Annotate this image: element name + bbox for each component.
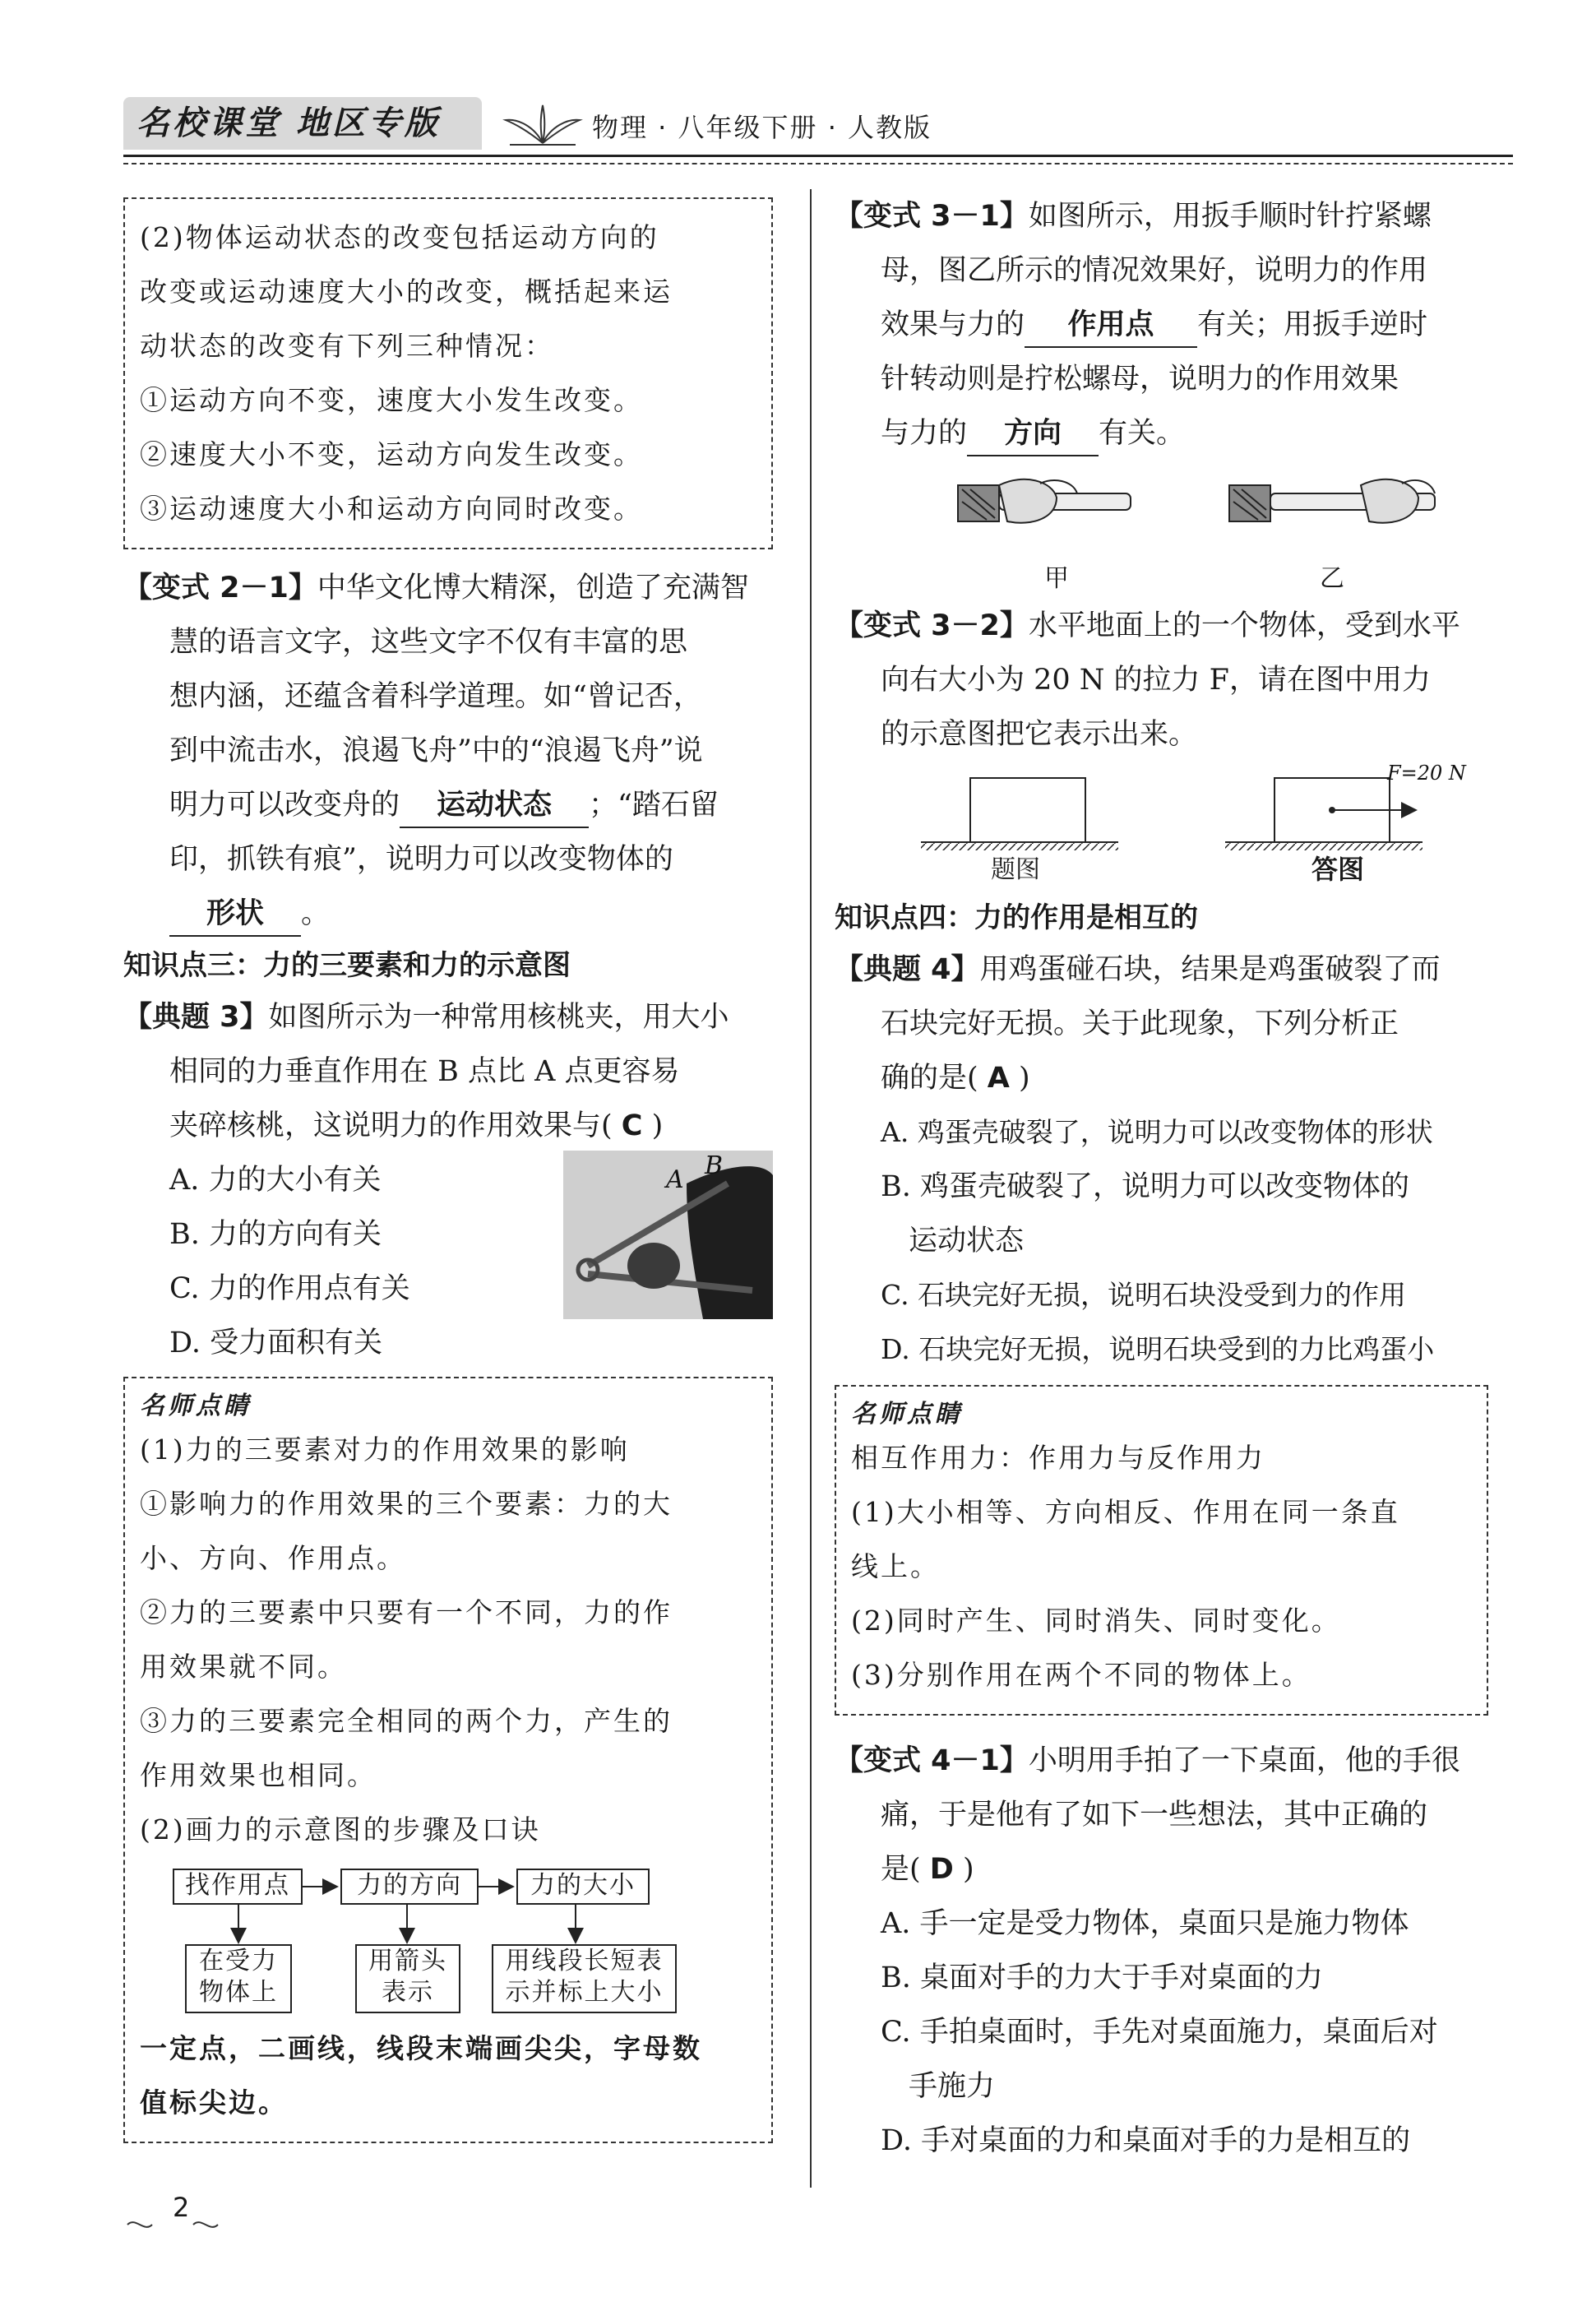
header-rule xyxy=(123,155,1513,157)
note-line: (2)物体运动状态的改变包括运动方向的 xyxy=(140,221,659,253)
question-text: 夹碎核桃，这说明力的作用效果与( xyxy=(169,1109,613,1142)
flow-note-line: 用箭头 xyxy=(368,1947,447,1975)
subject-label: 物理 · 八年级下册 · 人教版 xyxy=(592,112,932,143)
question-text: 印，抓铁有痕”，说明力可以改变物体的 xyxy=(169,843,673,876)
flow-note-line: 表示 xyxy=(382,1978,434,2007)
flow-note-magnitude xyxy=(492,1944,677,2013)
left-column xyxy=(123,197,789,2143)
flow-note-point xyxy=(185,1944,292,2013)
question-text: 确的是( xyxy=(881,1062,978,1095)
flow-step-point: 找作用点 xyxy=(173,1869,303,1905)
leaf-ornament-icon xyxy=(502,102,584,148)
note-line: ②速度大小不变，运动方向发生改变。 xyxy=(140,438,643,470)
option-b: B. 鸡蛋壳破裂了，说明力可以改变物体的 xyxy=(881,1170,1409,1203)
question-text: 向右大小为 20 N 的拉力 F，请在图中用力 xyxy=(881,664,1431,697)
flow-step-magnitude: 力的大小 xyxy=(516,1869,650,1905)
tips-line: ②力的三要素中只要有一个不同，力的作 xyxy=(140,1596,673,1628)
example-4 xyxy=(835,942,1501,1377)
wrench-figure-yi xyxy=(1229,479,1435,523)
question-text: 有关；用扳手逆时 xyxy=(1197,308,1428,341)
question-text: 是( xyxy=(881,1853,921,1886)
column-divider xyxy=(810,189,812,2188)
variant-4-1 xyxy=(835,1734,1501,2168)
question-text: 有关。 xyxy=(1099,417,1186,450)
tips-line: ③力的三要素完全相同的两个力，产生的 xyxy=(140,1705,673,1737)
question-text: 。 xyxy=(301,897,331,930)
force-label: F=20 N xyxy=(1387,762,1466,785)
teacher-tips-box-4 xyxy=(835,1385,1488,1716)
question-text: 如图所示为一种常用核桃夹，用大小 xyxy=(268,1001,729,1034)
question-text: 与力的 xyxy=(881,417,968,450)
answer-blank: 作用点 xyxy=(1025,303,1197,348)
variant-2-1 xyxy=(123,561,789,941)
wrench-figure-jia xyxy=(958,479,1131,523)
option-c: C. 手拍桌面时，手先对桌面施力，桌面后对 xyxy=(881,2016,1438,2049)
note-line: ③运动速度大小和运动方向同时改变。 xyxy=(140,493,643,525)
answer-choice: A xyxy=(987,1062,1010,1095)
bracket: ) xyxy=(651,1109,664,1142)
tips-line: (1)力的三要素对力的作用效果的影响 xyxy=(140,1433,630,1466)
example-3 xyxy=(123,990,789,1370)
question-text: 慧的语言文字，这些文字不仅有丰富的思 xyxy=(169,626,688,659)
flow-note-line: 在受力 xyxy=(199,1947,278,1975)
question-text: 中华文化博大精深，创造了充满智 xyxy=(317,572,749,604)
point-a-label: A xyxy=(666,1165,684,1194)
question-figure xyxy=(921,778,1118,850)
option-c: C. 石块完好无损，说明石块没受到力的作用 xyxy=(881,1279,1407,1311)
bracket: ) xyxy=(1019,1062,1030,1095)
question-text: 想内涵，还蕴含着科学道理。如“曾记否， xyxy=(169,680,702,713)
option-d: D. 受力面积有关 xyxy=(169,1327,383,1359)
question-tag: 【变式 2－1】 xyxy=(123,572,317,604)
page-number: 2 xyxy=(173,2192,190,2223)
note-line: 改变或运动速度大小的改变，概括起来运 xyxy=(140,276,673,308)
question-tag: 【典题 4】 xyxy=(835,953,980,986)
force-diagram-flowchart xyxy=(140,1857,781,2022)
figure-caption-jia: 甲 xyxy=(1044,564,1069,593)
teacher-tips-box-3 xyxy=(123,1377,773,2143)
flow-note-line: 物体上 xyxy=(199,1978,278,2007)
right-column xyxy=(835,189,1501,2168)
question-tag: 【变式 3－1】 xyxy=(835,200,1029,233)
option-b: B. 桌面对手的力大于手对桌面的力 xyxy=(881,1961,1323,1994)
tips-line: 相互作用力：作用力与反作用力 xyxy=(851,1442,1265,1474)
option-b: B. 力的方向有关 xyxy=(169,1218,382,1251)
flow-step-direction: 力的方向 xyxy=(340,1869,479,1905)
variant-3-2 xyxy=(835,599,1501,893)
tips-line: (3)分别作用在两个不同的物体上。 xyxy=(851,1659,1311,1691)
tips-line: 小、方向、作用点。 xyxy=(140,1542,406,1574)
question-text: 水平地面上的一个物体，受到水平 xyxy=(1028,609,1460,642)
question-text: 小明用手拍了一下桌面，他的手很 xyxy=(1028,1744,1460,1777)
figure-caption-question: 题图 xyxy=(991,855,1040,884)
tips-title: 名师点睛 xyxy=(140,1392,252,1420)
question-text: 效果与力的 xyxy=(881,308,1025,341)
question-text: 针转动则是拧松螺母，说明力的作用效果 xyxy=(881,363,1399,396)
brand-title: 名校课堂 地区专版 xyxy=(123,97,482,150)
point-b-label: B xyxy=(705,1151,724,1180)
flow-note-line: 示并标上大小 xyxy=(505,1978,664,2007)
figure-caption-answer: 答图 xyxy=(1311,854,1365,885)
option-a: A. 力的大小有关 xyxy=(169,1164,382,1197)
question-text: 相同的力垂直作用在 B 点比 A 点更容易 xyxy=(169,1055,680,1088)
option-c-continued: 手施力 xyxy=(909,2070,996,2103)
variant-3-1 xyxy=(835,189,1501,599)
option-a: A. 手一定是受力物体，桌面只是施力物体 xyxy=(881,1907,1409,1940)
tips-line: 线上。 xyxy=(851,1550,940,1582)
question-text: 痛，于是他有了如下一些想法，其中正确的 xyxy=(881,1799,1428,1832)
tips-line: (2)画力的示意图的步骤及口诀 xyxy=(140,1813,541,1846)
nutcracker-photo xyxy=(563,1151,773,1319)
bracket: ) xyxy=(963,1853,974,1886)
wrench-figures xyxy=(835,461,1501,559)
note-box-motion-state xyxy=(123,197,773,549)
answer-blank: 方向 xyxy=(967,412,1099,456)
header-dashed-rule xyxy=(123,163,1513,164)
answer-figure xyxy=(1225,762,1467,850)
option-a: A. 鸡蛋壳破裂了，说明力可以改变物体的形状 xyxy=(881,1116,1433,1148)
tips-line: (2)同时产生、同时消失、同时变化。 xyxy=(851,1605,1341,1637)
flow-note-direction xyxy=(355,1944,460,2013)
question-text: 到中流击水，浪遏飞舟”中的“浪遏飞舟”说 xyxy=(169,734,703,767)
question-text: 母，图乙所示的情况效果好，说明力的作用 xyxy=(881,254,1428,287)
section-heading: 知识点三：力的三要素和力的示意图 xyxy=(123,949,571,982)
tips-line: ①影响力的作用效果的三个要素：力的大 xyxy=(140,1488,673,1520)
question-text: 如图所示，用扳手顺时针拧紧螺 xyxy=(1028,200,1432,233)
rhyme-line: 值标尖边。 xyxy=(140,2086,288,2119)
answer-blank: 运动状态 xyxy=(400,784,589,828)
note-line: 动状态的改变有下列三种情况： xyxy=(140,330,554,362)
option-b-continued: 运动状态 xyxy=(909,1225,1025,1257)
option-d: D. 手对桌面的力和桌面对手的力是相互的 xyxy=(881,2124,1411,2157)
question-tag: 【变式 3－2】 xyxy=(835,609,1029,642)
question-text: 明力可以改变舟的 xyxy=(169,789,400,822)
section-heading: 知识点四：力的作用是相互的 xyxy=(835,901,1198,934)
page-header xyxy=(123,97,1513,161)
tips-line: 作用效果也相同。 xyxy=(140,1759,377,1791)
question-text: ；“踏石留 xyxy=(589,789,719,822)
note-line: ①运动方向不变，速度大小发生改变。 xyxy=(140,384,643,416)
answer-choice: D xyxy=(929,1853,954,1886)
rhyme-line: 一定点，二画线，线段末端画尖尖，字母数 xyxy=(140,2032,702,2064)
option-d: D. 石块完好无损，说明石块受到的力比鸡蛋小 xyxy=(881,1333,1435,1365)
question-text: 石块完好无损。关于此现象，下列分析正 xyxy=(881,1007,1399,1040)
tips-title: 名师点睛 xyxy=(851,1400,963,1429)
figure-caption-yi: 乙 xyxy=(1320,564,1344,593)
answer-blank: 形状 xyxy=(169,892,301,937)
option-c: C. 力的作用点有关 xyxy=(169,1272,410,1305)
answer-choice: C xyxy=(621,1109,643,1142)
force-block-figures xyxy=(835,762,1501,852)
question-text: 用鸡蛋碰石块，结果是鸡蛋破裂了而 xyxy=(979,953,1441,986)
question-text: 的示意图把它表示出来。 xyxy=(881,718,1198,751)
tips-line: 用效果就不同。 xyxy=(140,1651,347,1683)
tips-line: (1)大小相等、方向相反、作用在同一条直 xyxy=(851,1496,1400,1528)
question-tag: 【变式 4－1】 xyxy=(835,1744,1029,1777)
flow-note-line: 用线段长短表 xyxy=(505,1947,664,1975)
question-tag: 【典题 3】 xyxy=(123,1001,269,1034)
